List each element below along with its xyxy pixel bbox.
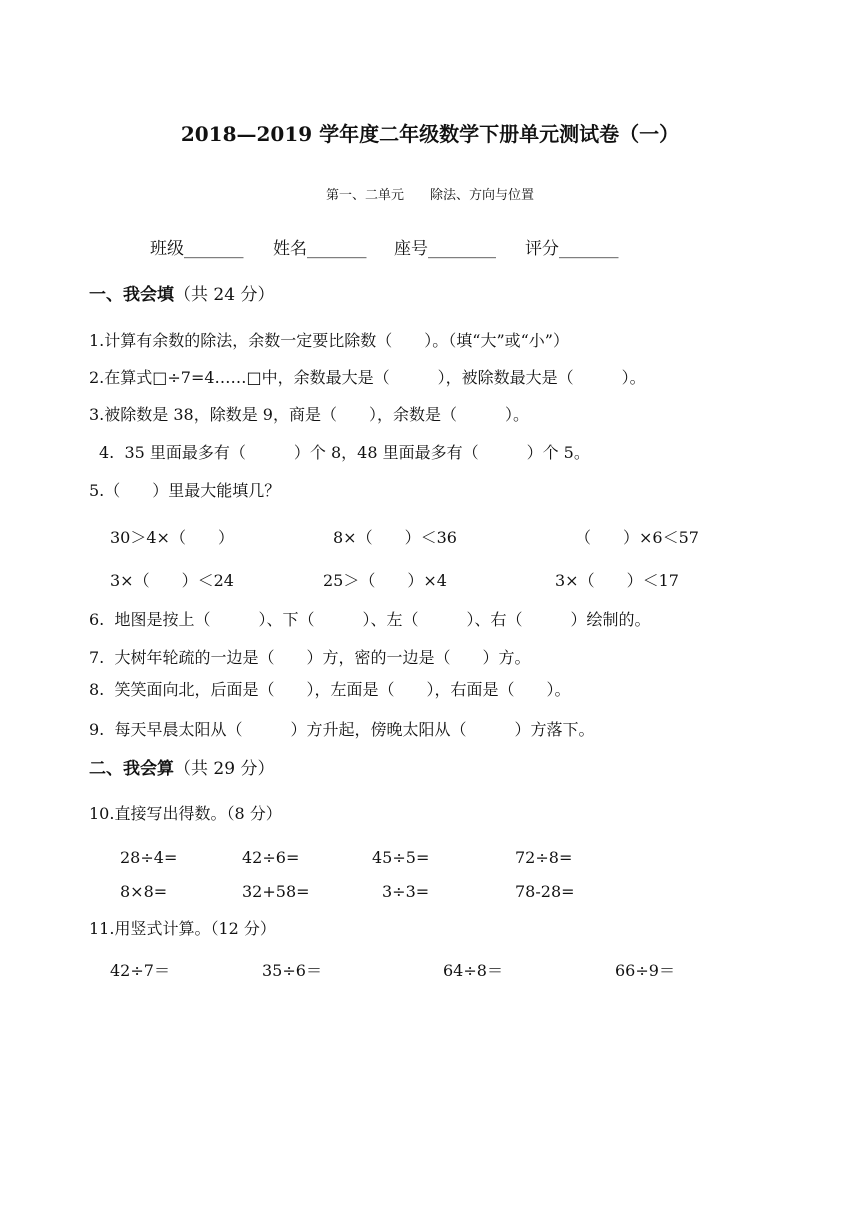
section-1-title: 一、我会填	[89, 285, 174, 305]
section-1-heading	[89, 287, 274, 304]
question-10: 10.直接写出得数。（8 分）	[89, 804, 282, 823]
question-7: 7. 大树年轮疏的一边是（ ）方，密的一边是（ ）方。	[89, 648, 531, 667]
question-3: 3.被除数是 38，除数是 9，商是（ ），余数是（ ）。	[89, 405, 529, 424]
question-5: 5.（ ）里最大能填几？	[89, 481, 281, 500]
question-9: 9. 每天早晨太阳从（ ）方升起，傍晚太阳从（ ）方落下。	[89, 720, 595, 739]
question-11: 11.用竖式计算。（12 分）	[89, 919, 276, 938]
question-2: 2.在算式□÷7=4……□中，余数最大是（ ），被除数最大是（ ）。	[89, 368, 646, 387]
q11-item-3: 64÷8＝	[443, 961, 503, 980]
question-8: 8. 笑笑面向北，后面是（ ），左面是（ ），右面是（ ）。	[89, 680, 571, 699]
q10-item-4: 72÷8=	[515, 848, 573, 867]
q5-item-6: 3×（ ）＜17	[555, 571, 679, 590]
q11-item-1: 42÷7＝	[110, 961, 170, 980]
q5-item-4: 3×（ ）＜24	[110, 571, 234, 590]
section-2-points: （共 29 分）	[174, 759, 275, 779]
question-4: 4. 35 里面最多有（ ）个 8，48 里面最多有（ ）个 5。	[99, 443, 590, 462]
page-title: 2018—2019 学年度二年级数学下册单元测试卷（一）	[180, 122, 680, 146]
q10-item-7: 3÷3=	[382, 882, 430, 901]
question-1: 1.计算有余数的除法，余数一定要比除数（ ）。（填“大”或“小”）	[89, 331, 569, 350]
class-field[interactable]: 班级_______	[150, 239, 244, 259]
seat-field[interactable]: 座号________	[394, 239, 496, 259]
page-subtitle: 第一、二单元 除法、方向与位置	[325, 188, 534, 203]
q5-item-3: （ ）×6＜57	[575, 528, 699, 547]
section-1-points: （共 24 分）	[174, 285, 275, 305]
q5-item-1: 30＞4×（ ）	[110, 528, 234, 547]
q11-item-4: 66÷9＝	[615, 961, 675, 980]
q11-item-2: 35÷6＝	[262, 961, 322, 980]
q10-item-8: 78-28=	[515, 882, 575, 901]
q10-item-5: 8×8=	[120, 882, 168, 901]
q10-item-3: 45÷5=	[372, 848, 430, 867]
q10-item-6: 32+58=	[242, 882, 310, 901]
q5-item-2: 8×（ ）＜36	[333, 528, 457, 547]
section-2-heading	[89, 761, 274, 778]
question-6: 6. 地图是按上（ ）、下（ ）、左（ ）、右（ ）绘制的。	[89, 610, 651, 629]
score-field[interactable]: 评分_______	[525, 239, 619, 259]
section-2-title: 二、我会算	[89, 759, 174, 779]
name-field[interactable]: 姓名_______	[273, 239, 367, 259]
q10-item-2: 42÷6=	[242, 848, 300, 867]
q5-item-5: 25＞（ ）×4	[323, 571, 447, 590]
q10-item-1: 28÷4=	[120, 848, 178, 867]
